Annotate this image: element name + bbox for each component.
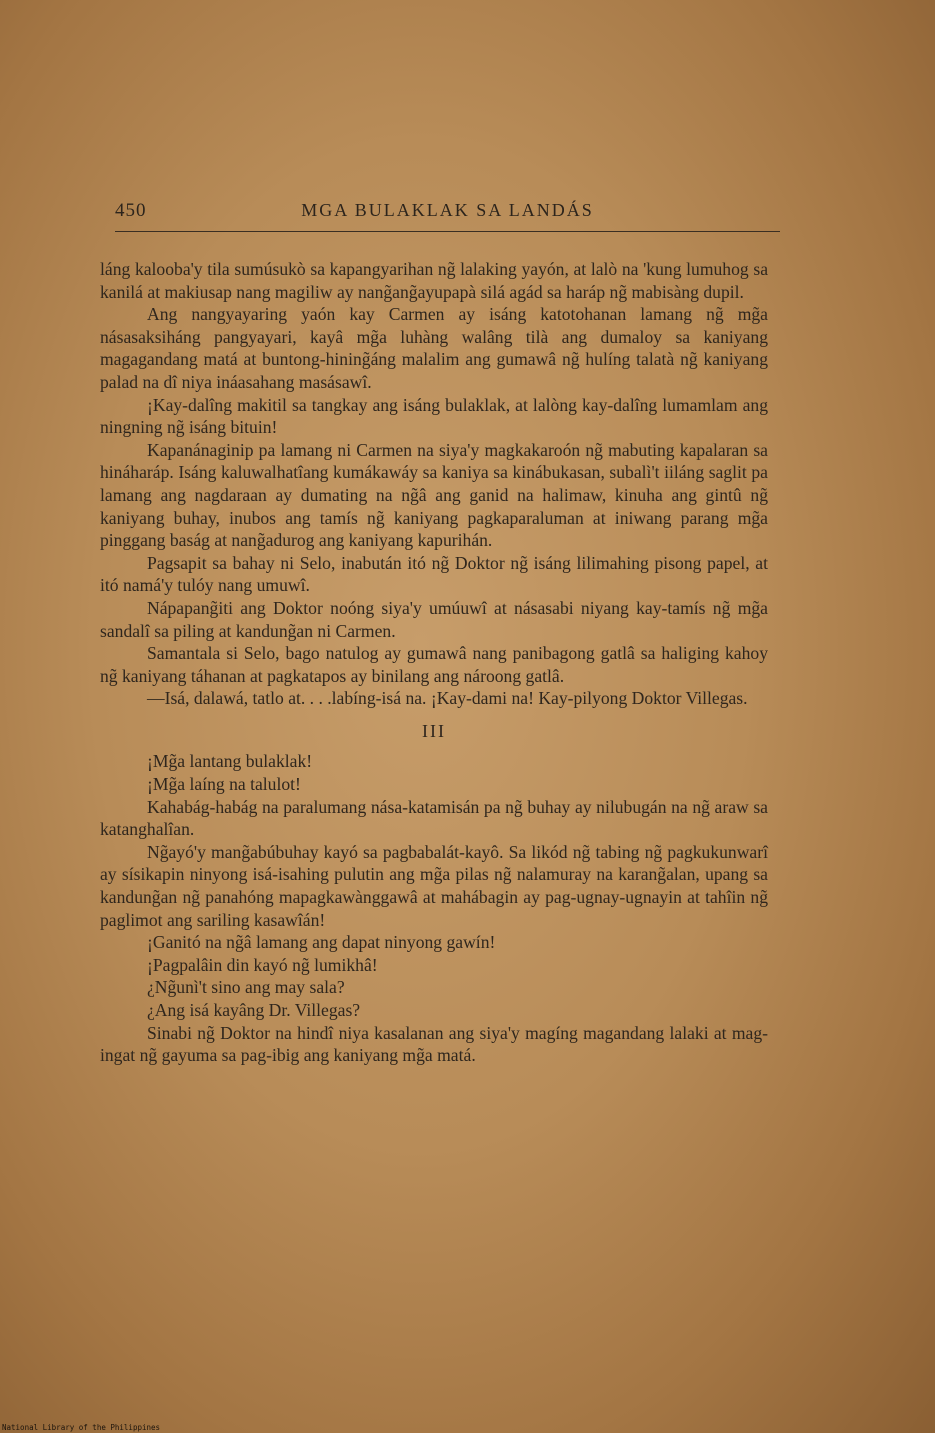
running-title: MGA BULAKLAK SA LANDÁS (301, 200, 594, 220)
section-heading: III (422, 720, 446, 741)
page-body (100, 258, 768, 1067)
library-credit: National Library of the Philippines (2, 1423, 161, 1432)
paragraph: ¡Ganitó na ng̃â lamang ang dapat ninyong gawín! (147, 932, 496, 953)
paragraph: láng kalooba'y tila sumúsukò sa kapangyarihan ng̃ lalaking yayón, at lalò na 'kung lumuhog sa kanilá at makiusap nang magiliw ay nang̃ang̃ayupapà silá agád sa haráp ng̃ mabisàng dupil. (100, 259, 768, 302)
paragraph: Kahabág-habág na paralumang nása-katamisán pa ng̃ buhay ay nilubugán na ng̃ araw sa katanghalîan. (100, 796, 768, 840)
header-rule (115, 231, 780, 232)
paragraph: Sinabi ng̃ Doktor na hindî niya kasalanan ang siya'y magíng magandang lalaki at mag-ingat ng̃ gayuma sa pag-ibig ang kaniyang mg̃a matá. (100, 1022, 768, 1066)
paragraph: ¡Mg̃a laíng na talulot! (147, 774, 301, 795)
paragraph: ¡Mg̃a lantang bulaklak! (147, 751, 313, 772)
paragraph: ¿Ang isá kayâng Dr. Villegas? (147, 1000, 361, 1020)
paragraph: Ang nangyayaring yaón kay Carmen ay isáng katotohanan lamang ng̃ mg̃a násasaksiháng pangyayari, kayâ mg̃a luhàng walâng tilà ang dumaloy sa kaniyang magagandang matá at buntong-hining̃áng malalim ang gumawâ ng̃ hulíng talatà ng̃ kaniyang palad na dî niya ináasahang masásawî. (100, 304, 768, 392)
paragraph: Samantala si Selo, bago natulog ay gumawâ nang panibagong gatlâ sa haliging kahoy ng̃ kaniyang táhanan at pagkatapos ay binilang ang nároong gatlâ. (100, 643, 768, 686)
paragraph: Ng̃ayó'y mang̃abúbuhay kayó sa pagbabalát-kayô. Sa likód ng̃ tabing ng̃ pagkukunwarî ay sísikapin ninyong isá-isahing pulutin ang mg̃a pilas ng̃ nalamuray na karang̃alan, upang sa kandung̃an ng̃ panahóng mapagkawànggawâ at mahábagin ay pag-ugnay-ugnayin at tahîin ng̃ paglimot ang sariling kasawîán! (100, 841, 768, 930)
paragraph: ¡Pagpalâin din kayó ng̃ lumikhâ! (147, 954, 378, 975)
paragraph: —Isá, dalawá, tatlo at. . . .labíng-isá na. ¡Kay-dami na! Kay-pilyong Doktor Villegas. (147, 688, 748, 709)
paragraph: Pagsapit sa bahay ni Selo, inabután itó ng̃ Doktor ng̃ isáng lilimahing pisong papel, at itó namá'y tulóy nang umuwî. (100, 552, 768, 596)
page-number: 450 (115, 200, 147, 221)
paragraph: Kapanánaginip pa lamang ni Carmen na siya'y magkakaroón ng̃ mabuting kapalaran sa hináharáp. Isáng kaluwalhatîang kumákawáy sa kaniya sa kinábukasan, subalì't iiláng saglit pa lamang ang nagdaraan ay dumating na ng̃â ang ganid na halimaw, kinuha ang gintû ng̃ kaniyang buhay, inubos ang tamís ng̃ kaniyang pagkaparaluman at iniwang parang mg̃a pinggang baság at nang̃adurog ang kaniyang kapurihán. (100, 439, 768, 551)
page-header (115, 200, 780, 226)
paragraph: ¿Ng̃unì't sino ang may sala? (147, 977, 345, 998)
paragraph: ¡Kay-dalîng makitil sa tangkay ang isáng bulaklak, at lalòng kay-dalîng lumamlam ang ningning ng̃ isáng bituin! (100, 394, 768, 438)
paragraph: Nápapang̃iti ang Doktor noóng siya'y umúuwî at násasabi niyang kay-tamís ng̃ mg̃a sandalî sa piling at kandung̃an ni Carmen. (100, 597, 768, 641)
